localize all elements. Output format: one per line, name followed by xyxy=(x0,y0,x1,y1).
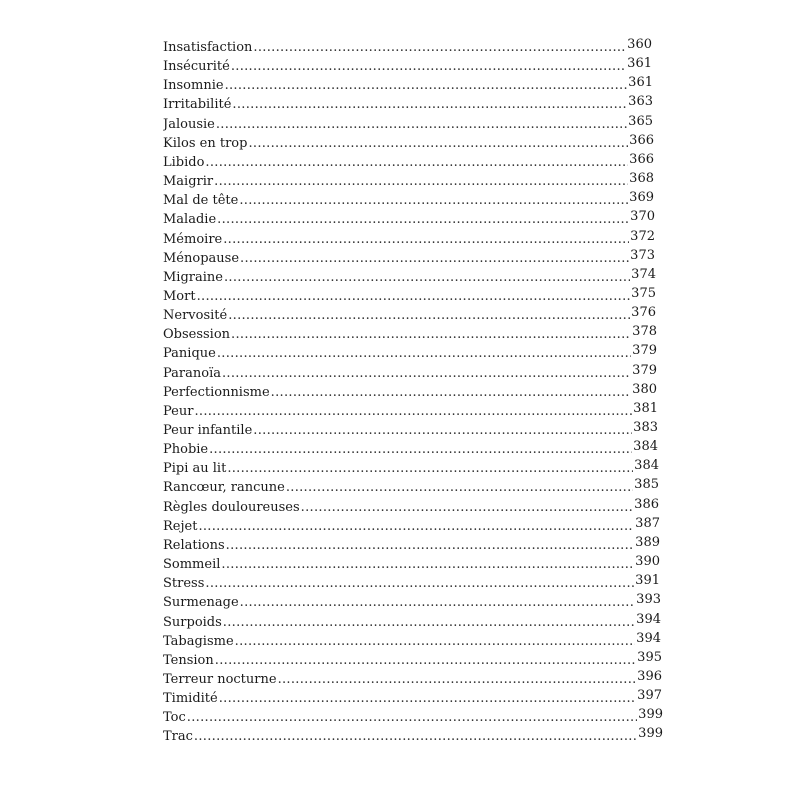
index-entry xyxy=(163,707,663,726)
index-entry xyxy=(163,650,662,669)
index-page-number: 370 xyxy=(630,209,655,225)
index-entry xyxy=(163,305,656,324)
index-term: Ménopause xyxy=(163,250,240,266)
index-entry xyxy=(163,439,658,458)
dot-leader xyxy=(286,480,633,496)
index-term: Paranoïa xyxy=(163,365,221,381)
dot-leader xyxy=(224,270,630,286)
index-entry xyxy=(163,726,663,745)
index-page-number: 394 xyxy=(636,630,661,646)
dot-leader xyxy=(271,385,632,401)
index-term: Obsession xyxy=(163,327,231,343)
dot-leader xyxy=(232,97,627,113)
index-page-number: 379 xyxy=(632,343,657,359)
index-term: Insomnie xyxy=(163,78,224,94)
index-page-number: 381 xyxy=(633,400,658,416)
index-page-number: 368 xyxy=(629,171,654,187)
index-page-number: 397 xyxy=(637,688,662,704)
dot-leader xyxy=(214,174,628,190)
dot-leader xyxy=(215,653,636,669)
index-term: Règles douloureuses xyxy=(163,499,300,515)
index-entry xyxy=(163,75,653,94)
index-entry xyxy=(163,190,654,209)
index-entry xyxy=(163,267,656,286)
dot-leader xyxy=(235,634,636,650)
dot-leader xyxy=(194,404,632,420)
index-page-number: 378 xyxy=(632,324,657,340)
dot-leader xyxy=(253,40,626,56)
dot-leader xyxy=(198,519,634,535)
index-page-number: 374 xyxy=(631,266,656,282)
index-term: Perfectionnisme xyxy=(163,384,270,400)
index-page-number: 391 xyxy=(635,573,660,589)
dot-leader xyxy=(187,710,637,726)
index-entry xyxy=(163,286,656,305)
dot-leader xyxy=(219,691,636,707)
index-term: Peur xyxy=(163,403,194,419)
index-term: Stress xyxy=(163,576,205,592)
index-entry xyxy=(163,56,652,75)
index-term: Maigrir xyxy=(163,174,214,190)
dot-leader xyxy=(225,78,628,94)
index-term: Trac xyxy=(163,729,193,745)
dot-leader xyxy=(217,212,629,228)
dot-leader xyxy=(197,289,631,305)
index-entry xyxy=(163,669,662,688)
index-term: Mémoire xyxy=(163,231,223,247)
index-page-number: 361 xyxy=(627,56,652,72)
index-entry xyxy=(163,401,658,420)
index-term: Panique xyxy=(163,346,216,362)
index-entry xyxy=(163,382,657,401)
dot-leader xyxy=(231,327,631,343)
dot-leader xyxy=(223,615,635,631)
index-page-number: 387 xyxy=(635,515,660,531)
dot-leader xyxy=(240,595,636,611)
index-page-number: 361 xyxy=(628,75,653,91)
index-term: Rejet xyxy=(163,518,198,534)
index-entry xyxy=(163,592,661,611)
dot-leader xyxy=(228,308,630,324)
dot-leader xyxy=(240,251,629,267)
index-page-number: 373 xyxy=(630,247,655,263)
index-entry xyxy=(163,631,661,650)
index-entry xyxy=(163,497,659,516)
dot-leader xyxy=(253,423,632,439)
index-page-number: 385 xyxy=(634,477,659,493)
dot-leader xyxy=(231,59,626,75)
index-term: Kilos en trop xyxy=(163,135,248,151)
index-page-number: 366 xyxy=(629,132,654,148)
index-entry xyxy=(163,248,655,267)
index-page-number: 383 xyxy=(633,420,658,435)
dot-leader xyxy=(223,232,629,248)
index-page-number: 380 xyxy=(632,381,657,397)
index-term: Maladie xyxy=(163,212,217,228)
index-term: Surpoids xyxy=(163,614,222,630)
index-page-number: 379 xyxy=(632,362,657,378)
index-term: Irritabilité xyxy=(163,97,232,113)
index-page-number: 375 xyxy=(631,285,656,301)
index-entry xyxy=(163,420,658,439)
index-entry xyxy=(163,324,657,343)
index-page-number: 366 xyxy=(629,151,654,167)
dot-leader xyxy=(205,155,628,171)
dot-leader xyxy=(209,442,632,458)
index-entry xyxy=(163,152,654,171)
index-entry xyxy=(163,535,660,554)
dot-leader xyxy=(248,136,628,152)
index-term: Libido xyxy=(163,154,205,170)
index-page-number: 396 xyxy=(637,668,662,684)
index-entry xyxy=(163,171,654,190)
index-term: Toc xyxy=(163,710,186,726)
index-page-number: 360 xyxy=(627,37,652,52)
index-entry xyxy=(163,37,652,56)
index-term: Terreur nocturne xyxy=(163,671,277,687)
dot-leader xyxy=(301,500,634,516)
dot-leader xyxy=(205,576,634,592)
index-term: Pipi au lit xyxy=(163,461,227,477)
index-page-number: 399 xyxy=(638,707,663,723)
index-page-number: 365 xyxy=(628,113,653,129)
index-page-number: 363 xyxy=(628,94,653,110)
index-page-number: 393 xyxy=(636,592,661,608)
index-term: Mal de tête xyxy=(163,193,239,209)
index-entry xyxy=(163,343,657,362)
index-term: Insatisfaction xyxy=(163,40,253,55)
dot-leader xyxy=(227,461,633,477)
index-entry xyxy=(163,229,655,248)
index-term: Jalousie xyxy=(163,116,215,132)
index-term: Surmenage xyxy=(163,595,239,611)
index-entry xyxy=(163,458,659,477)
index-term: Migraine xyxy=(163,269,223,285)
index-term: Insécurité xyxy=(163,59,230,75)
index-term: Nervosité xyxy=(163,308,228,324)
dot-leader xyxy=(216,117,627,133)
index-entry xyxy=(163,688,662,707)
index-term: Relations xyxy=(163,537,225,553)
index-entry xyxy=(163,612,661,631)
index-page-number: 389 xyxy=(635,534,660,550)
index-entry xyxy=(163,209,655,228)
index-entry xyxy=(163,477,659,496)
index-page-number: 372 xyxy=(630,228,655,244)
index-page-number: 386 xyxy=(634,496,659,512)
index-term: Timidité xyxy=(163,691,218,707)
index-page-number: 394 xyxy=(636,611,661,627)
index-entry xyxy=(163,94,653,113)
index-page-number: 395 xyxy=(637,649,662,665)
index-term: Phobie xyxy=(163,442,209,458)
index-page-number: 384 xyxy=(634,458,659,474)
dot-leader xyxy=(194,729,637,745)
index-term: Peur infantile xyxy=(163,423,253,438)
index-page-number: 390 xyxy=(635,554,660,570)
index-term: Sommeil xyxy=(163,557,221,573)
dot-leader xyxy=(239,193,628,209)
index-term: Rancœur, rancune xyxy=(163,480,285,496)
dot-leader xyxy=(222,366,631,382)
index-entry xyxy=(163,516,660,535)
index-page-number: 384 xyxy=(633,439,658,455)
dot-leader xyxy=(278,672,637,688)
index-term: Tabagisme xyxy=(163,633,234,649)
index-entry xyxy=(163,114,653,133)
index-entry xyxy=(163,573,660,592)
index-entry xyxy=(163,363,657,382)
index-entry xyxy=(163,554,660,573)
index-entry xyxy=(163,133,654,152)
dot-leader xyxy=(221,557,634,573)
dot-leader xyxy=(226,538,635,554)
index-term: Mort xyxy=(163,288,196,304)
dot-leader xyxy=(217,346,631,362)
index-page-number: 369 xyxy=(629,190,654,206)
index-term: Tension xyxy=(163,652,214,668)
index-page-number: 376 xyxy=(631,305,656,321)
index-page-number: 399 xyxy=(638,726,663,742)
